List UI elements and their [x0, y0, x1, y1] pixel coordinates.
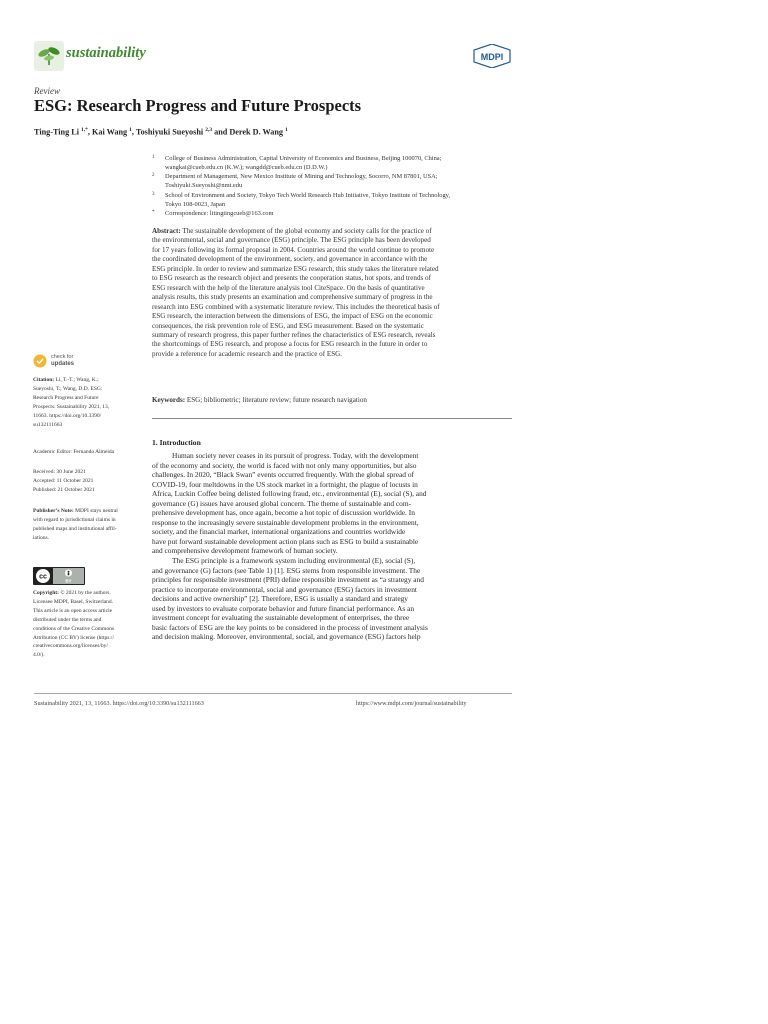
- author-affiliation-marker: 1,*: [81, 127, 88, 133]
- introduction-line: society, and the financial market, international organizations and countries worldwide: [152, 527, 406, 537]
- article-title: ESG: Research Progress and Future Prospects: [34, 96, 362, 115]
- footer-journal-url[interactable]: https://www.mdpi.com/journal/sustainability: [356, 700, 467, 707]
- check-updates-icon: [33, 354, 47, 368]
- affiliation-line: Tokyo 108-0023, Japan: [165, 201, 226, 209]
- abstract-line: analysis results, this study presents an examination and comprehensive summary of progress in the: [152, 293, 433, 302]
- affiliation-number: 1: [152, 155, 155, 160]
- cc-by-text: BY: [65, 578, 72, 584]
- keywords-text: ESG; bibliometric; literature review; future research navigation: [185, 396, 367, 404]
- affiliation-line: wangkai@cueb.edu.cn (K.W.); wangdd@cueb.edu.cn (D.D.W.): [165, 164, 328, 172]
- academic-editor: Academic Editor: Fernando Almeida: [33, 449, 115, 455]
- copyright-line: distributed under the terms and: [33, 616, 102, 623]
- citation-line: Research Progress and Future: [33, 394, 99, 401]
- keywords: [152, 396, 512, 405]
- introduction-line: decisions and active ownership” [2]. Therefore, ESG is usually a standard and strategy: [152, 594, 408, 604]
- citation-label: Citation:: [33, 377, 55, 383]
- citation-line: 11663. https://doi.org/10.3390/: [33, 412, 102, 419]
- abstract: [152, 227, 512, 359]
- affiliation-number: *: [152, 210, 155, 215]
- abstract-line: for 17 years following its formal proposal in 2004. Countries around the world continue to promote: [152, 245, 435, 254]
- accepted-date: Accepted: 11 October 2021: [33, 477, 94, 484]
- mdpi-logo: [472, 44, 512, 68]
- author-affiliation-marker: 1: [129, 127, 132, 133]
- affiliation-number: 3: [152, 192, 155, 197]
- published-date: Published: 21 October 2021: [33, 486, 95, 493]
- introduction-line: COVID-19, four meltdowns in the US stock market in a fortnight, the plague of locusts in: [152, 479, 418, 489]
- citation: [33, 376, 143, 429]
- affiliation-line: Correspondence: litingtingcueb@163.com: [165, 210, 274, 217]
- journal-logo-icon: [34, 41, 64, 71]
- copyright-label: Copyright:: [33, 590, 59, 596]
- introduction-line: principles for responsible investment (PRI) define responsible investment as “a strategy and: [152, 575, 424, 585]
- introduction-line: used by investors to evaluate corporate behavior and future financial performance. As an: [152, 603, 415, 613]
- author-name: Ting-Ting Li: [34, 127, 79, 137]
- affiliation-number: 2: [152, 173, 155, 178]
- introduction-line: and governance (G) factors (see Table 1) [1]. ESG stems from responsible investment. The: [152, 565, 421, 575]
- publisher-note-line: iations.: [33, 534, 50, 541]
- introduction-line: challenges. In 2020, “Black Swan” events occurred frequently. With the global spread of: [152, 470, 414, 480]
- author-affiliation-marker: 2,3: [205, 127, 213, 133]
- introduction-line: and decision making. Moreover, environmental, social, and governance (ESG) factors help: [152, 632, 421, 642]
- author-name: Kai Wang: [92, 127, 128, 137]
- received-date: Received: 30 June 2021: [33, 469, 86, 475]
- citation-line: Sueyoshi, T.; Wang, D.D. ESG:: [33, 385, 103, 392]
- author-separator: ,: [131, 127, 136, 137]
- abstract-line: The sustainable development of the global economy and society calls for the practice of: [180, 227, 432, 235]
- publisher-note-line: published maps and institutional affil-: [33, 525, 117, 532]
- check-for-updates-badge[interactable]: [33, 352, 93, 372]
- abstract-line: the shortcomings of ESG research, and propose a focus for ESG research in the future in order to: [152, 340, 428, 349]
- copyright-notice: [33, 589, 143, 660]
- introduction-line: practice to incorporate environmental, social and governance (ESG) factors in investment: [152, 584, 417, 594]
- author-name: Derek D. Wang: [229, 127, 283, 137]
- affiliation-line: School of Environment and Society, Tokyo Tech World Research Hub Initiative, Tokyo Institute of Technology,: [165, 192, 451, 199]
- introduction-line: and comprehensive development framework of human society.: [152, 546, 338, 556]
- introduction-line: of the economy and society, the world is faced with not only many opportunities, but also: [152, 460, 417, 470]
- copyright-line: Licensee MDPI, Basel, Switzerland.: [33, 598, 114, 605]
- copyright-line: Attribution (CC BY) license (https://: [33, 634, 114, 641]
- check-updates-label: check for: [51, 354, 74, 360]
- abstract-line: summary of research progress, this paper further refines the characteristics of ESG research, reveals: [152, 330, 436, 339]
- publisher-note-line: MDPI stays neutral: [73, 508, 118, 514]
- citation-line: su132111663: [33, 421, 63, 428]
- abstract-line: the coordinated development of the environment, society, and governance in accordance with the: [152, 255, 428, 264]
- section-heading: 1. Introduction: [152, 438, 201, 447]
- affiliation-line: Toshiyuki.Sueyoshi@nmt.edu: [165, 182, 243, 190]
- publication-dates: [33, 468, 143, 495]
- affiliation-line: Department of Management, New Mexico Institute of Mining and Technology, Socorro, NM 87801, USA;: [165, 173, 438, 180]
- cc-logo-text: cc: [39, 573, 47, 581]
- mdpi-logo-text: MDPI: [480, 52, 504, 62]
- author-name: Toshiyuki Sueyoshi: [135, 127, 204, 137]
- keywords-label: Keywords:: [152, 396, 186, 404]
- copyright-line: conditions of the Creative Commons: [33, 625, 114, 632]
- citation-line: Prospects. Sustainability 2021, 13,: [33, 403, 110, 410]
- abstract-line: ESG research with the help of the literature analysis tool CiteSpace. On the basis of quantitative: [152, 283, 425, 292]
- abstract-line: ESG research, the interaction between the dimensions of ESG, the impact of ESG on the economic: [152, 312, 433, 321]
- footer-citation: Sustainability 2021, 13, 11663. https://doi.org/10.3390/su132111663: [34, 700, 204, 707]
- publisher-note: [33, 507, 143, 543]
- copyright-line: © 2021 by the authors.: [58, 590, 111, 596]
- publisher-note-line: with regard to jurisdictional claims in: [33, 516, 116, 523]
- introduction-line: Human society never ceases in its pursuit of progress. Today, with the development: [172, 451, 419, 460]
- introduction-line: have put forward sustainable development action plans such as ESG to build a sustainable: [152, 536, 419, 546]
- copyright-line: This article is an open access article: [33, 607, 113, 614]
- introduction-line: basic factors of ESG are the key points to be considered in the process of investment analysis: [152, 622, 428, 632]
- journal-name: sustainability: [66, 45, 146, 61]
- copyright-line: creativecommons.org/licenses/by/: [33, 643, 108, 650]
- abstract-line: provide a reference for academic research and the practice of ESG.: [152, 349, 343, 358]
- cc-by-license-badge[interactable]: [33, 567, 85, 585]
- abstract-line: research into ESG combined with a systematic literature review. This includes the theoretical basis of: [152, 302, 440, 311]
- introduction-line: response to the increasingly severe sustainable development problems in the environment,: [152, 517, 419, 527]
- author-list: [34, 127, 288, 137]
- abstract-line: the environmental, social and governance (ESG) principle. The ESG principle has been developed: [152, 236, 431, 245]
- abstract-line: ESG principle. In order to review and summarize ESG research, this study takes the literature related: [152, 264, 439, 273]
- introduction-line: Africa, Luckin Coffee being delisted following fraud, etc., environmental (E), social (S), and: [152, 489, 427, 499]
- introduction-body: [152, 451, 512, 642]
- introduction-line: prehensive development has, once again, become a hot topic of discussion worldwide. In: [152, 508, 415, 518]
- introduction-line: The ESG principle is a framework system including environmental (E), social (S),: [172, 556, 416, 566]
- affiliation-line: College of Business Administration, Capital University of Economics and Business, Beijing 100070, China;: [165, 155, 442, 162]
- copyright-line: 4.0/).: [33, 652, 45, 659]
- introduction-line: governance (G) issues have aroused global concern. The theme of sustainable and com-: [152, 498, 412, 508]
- author-separator: ,: [87, 127, 92, 137]
- author-separator: and: [212, 127, 230, 137]
- article-type: Review: [34, 86, 60, 96]
- section-divider: [152, 418, 512, 419]
- abstract-label: Abstract:: [152, 227, 181, 235]
- introduction-line: investment concept for evaluating the sustainable development of enterprises, the three: [152, 613, 410, 623]
- abstract-line: consequences, the risk prevention role of ESG, and ESG measurement. Based on the systematic: [152, 321, 424, 330]
- author-affiliation-marker: 1: [285, 127, 288, 133]
- footer-divider: [34, 693, 512, 694]
- check-updates-label-bold: updates: [51, 360, 75, 367]
- citation-line: Li, T.-T.; Wang, K.;: [54, 377, 99, 383]
- publisher-note-label: Publisher’s Note:: [33, 508, 74, 514]
- abstract-line: to ESG research as the research object and presents the cooperation status, hot spots, and trends of: [152, 274, 431, 283]
